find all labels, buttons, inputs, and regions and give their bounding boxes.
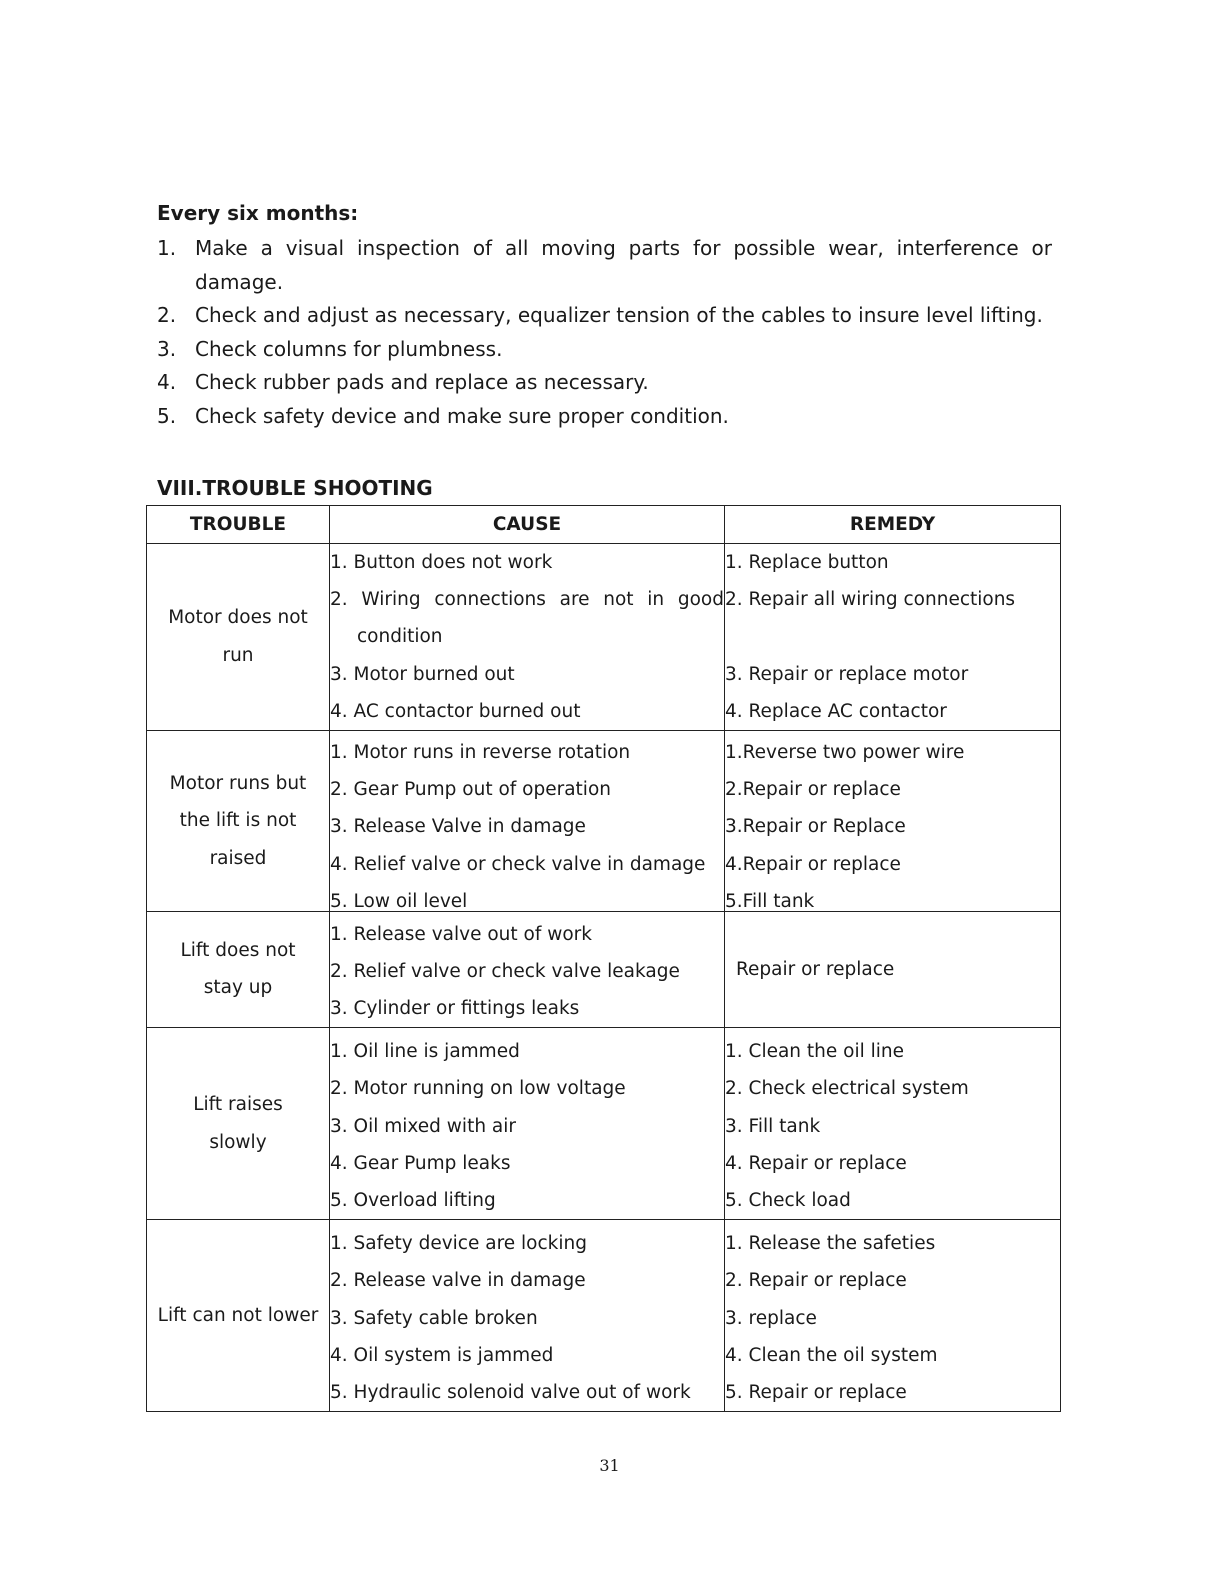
list-item-text: Check rubber pads and replace as necessary. <box>195 370 649 395</box>
trouble-text: Motor runs but the lift is not raised <box>169 772 307 869</box>
cause-item: 2. Release valve in damage <box>330 1270 586 1292</box>
list-item-number: 4. <box>157 370 177 395</box>
maintenance-checklist <box>157 232 1052 434</box>
remedy-cell <box>725 544 1061 731</box>
remedy-item: 2.Repair or replace <box>725 779 901 801</box>
cause-item: 5. Overload lifting <box>330 1190 496 1211</box>
cause-item: 2. Motor running on low voltage <box>330 1078 626 1100</box>
remedy-cell <box>725 1028 1061 1220</box>
remedy-item: 1.Reverse two power wire <box>725 741 965 763</box>
trouble-cell <box>147 1220 330 1412</box>
maintenance-heading: Every six months: <box>157 201 359 225</box>
remedy-cell <box>725 1220 1061 1412</box>
cause-item: 4. Relief valve or check valve in damage <box>330 853 706 875</box>
remedy-item: 1. Clean the oil line <box>725 1041 905 1063</box>
table-header-row <box>147 506 1061 544</box>
remedy-item: 5. Check load <box>725 1190 851 1211</box>
list-item <box>157 299 1052 333</box>
cause-cell <box>330 1220 725 1412</box>
cause-cell <box>330 1028 725 1220</box>
remedy-item: 4. Replace AC contactor <box>725 700 947 722</box>
remedy-item: Repair or replace <box>736 958 895 980</box>
remedy-item: 5. Repair or replace <box>725 1381 907 1403</box>
cause-item: 3. Cylinder or fittings leaks <box>330 998 580 1020</box>
list-item-text: Make a visual inspection of all moving parts for possible wear, interference or damage. <box>195 236 1052 294</box>
list-item <box>157 232 1052 299</box>
table-row <box>147 1028 1061 1220</box>
cause-item: 1. Button does not work <box>330 552 553 573</box>
cause-cell <box>330 911 725 1028</box>
table-row <box>147 1220 1061 1412</box>
trouble-text: Motor does not run <box>168 607 308 666</box>
remedy-item: 4. Repair or replace <box>725 1152 907 1174</box>
trouble-cell <box>147 544 330 731</box>
trouble-text: Lift does not stay up <box>180 939 296 999</box>
column-header-remedy: REMEDY <box>725 506 1061 544</box>
remedy-cell <box>725 730 1061 911</box>
table-row <box>147 911 1061 1028</box>
cause-item: 1. Release valve out of work <box>330 923 592 945</box>
cause-item: 2. Wiring connections are not in good <box>330 589 724 611</box>
cause-item: 4. Oil system is jammed <box>330 1344 554 1366</box>
remedy-item: 3. Fill tank <box>725 1115 821 1137</box>
column-header-cause: CAUSE <box>330 506 725 544</box>
list-item <box>157 366 1052 400</box>
trouble-cell <box>147 730 330 911</box>
list-item <box>157 400 1052 434</box>
cause-item: 3. Release Valve in damage <box>330 816 586 838</box>
troubleshooting-table <box>146 505 1061 1412</box>
cause-item: 1. Motor runs in reverse rotation <box>330 741 631 763</box>
trouble-text: Lift can not lower <box>157 1304 319 1326</box>
remedy-item: 3. Repair or replace motor <box>725 663 969 685</box>
trouble-cell <box>147 1028 330 1220</box>
cause-item: 4. Gear Pump leaks <box>330 1152 511 1174</box>
cause-cell <box>330 730 725 911</box>
cause-item: 1. Oil line is jammed <box>330 1041 520 1063</box>
remedy-item: 2. Repair or replace <box>725 1270 907 1292</box>
remedy-item: 1. Release the safeties <box>725 1233 936 1255</box>
trouble-cell <box>147 911 330 1028</box>
troubleshooting-heading: VIII.TROUBLE SHOOTING <box>157 476 433 500</box>
list-item-number: 2. <box>157 303 177 328</box>
cause-item-continued: condition <box>357 626 443 648</box>
remedy-item: 1. Replace button <box>725 552 889 573</box>
list-item-text: Check columns for plumbness. <box>195 336 503 361</box>
cause-item: 1. Safety device are locking <box>330 1233 587 1255</box>
cause-item: 2. Gear Pump out of operation <box>330 779 611 801</box>
trouble-text: Lift raises slowly <box>193 1094 283 1153</box>
cause-item: 5. Hydraulic solenoid valve out of work <box>330 1381 691 1403</box>
cause-item: 3. Oil mixed with air <box>330 1115 517 1137</box>
cause-item: 4. AC contactor burned out <box>330 700 581 722</box>
remedy-item: 3.Repair or Replace <box>725 816 906 838</box>
list-item-text: Check safety device and make sure proper condition. <box>195 403 729 428</box>
list-item-number: 3. <box>157 336 177 361</box>
list-item <box>157 333 1052 367</box>
remedy-item: 2. Check electrical system <box>725 1078 969 1100</box>
cause-item: 5. Low oil level <box>330 890 468 911</box>
column-header-trouble: TROUBLE <box>147 506 330 544</box>
table-row <box>147 544 1061 731</box>
page-number: 31 <box>599 1456 620 1475</box>
cause-cell <box>330 544 725 731</box>
remedy-item: 3. replace <box>725 1307 817 1329</box>
list-item-text: Check and adjust as necessary, equalizer tension of the cables to insure level lifting. <box>195 303 1043 328</box>
remedy-item: 2. Repair all wiring connections <box>725 589 1016 611</box>
remedy-cell <box>725 911 1061 1028</box>
remedy-item: 4. Clean the oil system <box>725 1344 938 1366</box>
remedy-item: 5.Fill tank <box>725 890 815 911</box>
remedy-item: 4.Repair or replace <box>725 853 901 875</box>
list-item-number: 1. <box>157 236 177 260</box>
cause-item: 3. Motor burned out <box>330 663 515 685</box>
cause-item: 2. Relief valve or check valve leakage <box>330 960 680 982</box>
cause-item: 3. Safety cable broken <box>330 1307 538 1329</box>
table-row <box>147 730 1061 911</box>
list-item-number: 5. <box>157 403 177 428</box>
